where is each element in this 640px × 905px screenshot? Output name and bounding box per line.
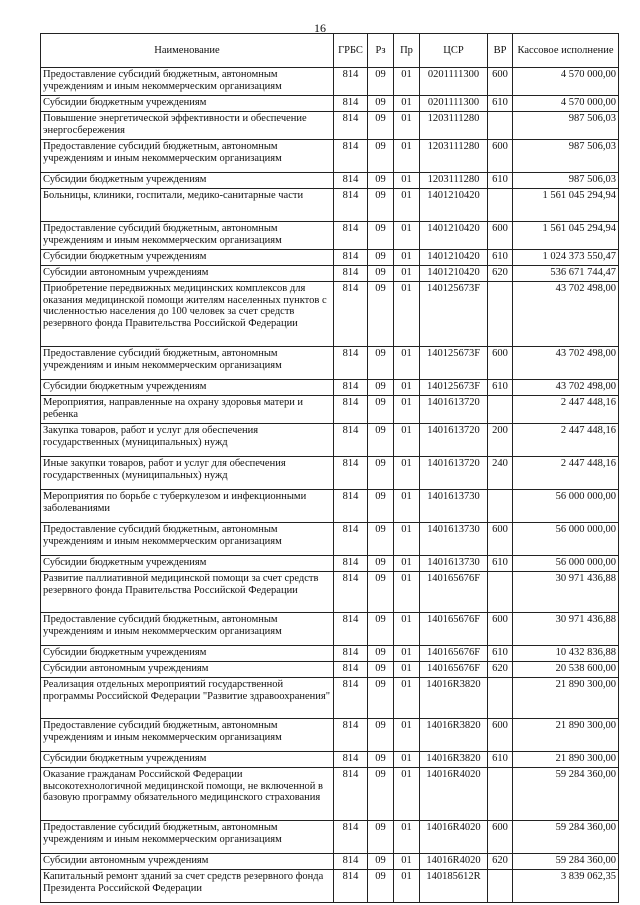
row-vr: 620 (488, 662, 513, 678)
row-csr: 14016R3820 (420, 678, 488, 719)
row-csr: 1401613730 (420, 523, 488, 556)
table-row (41, 523, 619, 556)
row-name: Субсидии бюджетным учреждениям (41, 752, 334, 768)
table-row (41, 396, 619, 424)
row-rz: 09 (368, 380, 394, 396)
row-amount: 1 024 373 550,47 (513, 250, 619, 266)
table-row (41, 646, 619, 662)
row-grbs: 814 (334, 282, 368, 347)
row-pr: 01 (394, 140, 420, 173)
table-row (41, 752, 619, 768)
row-grbs: 814 (334, 719, 368, 752)
row-grbs: 814 (334, 490, 368, 523)
row-csr: 1401613720 (420, 396, 488, 424)
table-row (41, 380, 619, 396)
row-grbs: 814 (334, 870, 368, 903)
row-vr (488, 189, 513, 222)
table-row (41, 854, 619, 870)
row-name: Предоставление субсидий бюджетным, автономным учреждениям и иным некоммерческим организациям (41, 821, 334, 854)
row-name: Закупка товаров, работ и услуг для обеспечения государственных (муниципальных) нужд (41, 424, 334, 457)
row-amount: 43 702 498,00 (513, 380, 619, 396)
row-amount: 21 890 300,00 (513, 719, 619, 752)
row-csr: 140165676F (420, 613, 488, 646)
row-pr: 01 (394, 613, 420, 646)
row-rz: 09 (368, 140, 394, 173)
row-name: Субсидии автономным учреждениям (41, 854, 334, 870)
row-vr (488, 572, 513, 613)
row-vr: 600 (488, 222, 513, 250)
row-amount: 2 447 448,16 (513, 396, 619, 424)
row-csr: 140125673F (420, 380, 488, 396)
row-grbs: 814 (334, 112, 368, 140)
row-name: Субсидии бюджетным учреждениям (41, 96, 334, 112)
table-row (41, 173, 619, 189)
row-amount: 987 506,03 (513, 112, 619, 140)
row-pr: 01 (394, 189, 420, 222)
row-rz: 09 (368, 250, 394, 266)
row-vr: 610 (488, 646, 513, 662)
row-name: Мероприятия по борьбе с туберкулезом и инфекционными заболеваниями (41, 490, 334, 523)
row-grbs: 814 (334, 572, 368, 613)
row-amount: 21 890 300,00 (513, 678, 619, 719)
row-rz: 09 (368, 678, 394, 719)
row-name: Приобретение передвижных медицинских комплексов для оказания медицинской помощи жителям населенных пунктов с численностью населения до 100 человек за счет средств резервного фонда Правительства Российской Федерации (41, 282, 334, 347)
row-vr (488, 396, 513, 424)
row-pr: 01 (394, 768, 420, 821)
row-amount: 2 447 448,16 (513, 424, 619, 457)
row-csr: 0201111300 (420, 68, 488, 96)
row-vr (488, 678, 513, 719)
header-csr: ЦСР (420, 34, 488, 68)
row-csr: 14016R3820 (420, 719, 488, 752)
row-amount: 1 561 045 294,94 (513, 222, 619, 250)
row-vr (488, 490, 513, 523)
row-rz: 09 (368, 112, 394, 140)
row-amount: 56 000 000,00 (513, 490, 619, 523)
row-vr (488, 112, 513, 140)
row-amount: 987 506,03 (513, 140, 619, 173)
row-vr: 620 (488, 854, 513, 870)
table-row (41, 189, 619, 222)
row-amount: 20 538 600,00 (513, 662, 619, 678)
row-pr: 01 (394, 347, 420, 380)
row-vr: 610 (488, 96, 513, 112)
table-row (41, 490, 619, 523)
row-name: Предоставление субсидий бюджетным, автономным учреждениям и иным некоммерческим организациям (41, 523, 334, 556)
row-amount: 1 561 045 294,94 (513, 189, 619, 222)
row-name: Субсидии бюджетным учреждениям (41, 173, 334, 189)
row-rz: 09 (368, 854, 394, 870)
row-vr (488, 870, 513, 903)
row-grbs: 814 (334, 173, 368, 189)
row-csr: 14016R4020 (420, 768, 488, 821)
row-csr: 140165676F (420, 646, 488, 662)
row-rz: 09 (368, 189, 394, 222)
row-pr: 01 (394, 870, 420, 903)
row-grbs: 814 (334, 396, 368, 424)
header-grbs: ГРБС (334, 34, 368, 68)
table-row (41, 68, 619, 96)
row-vr: 610 (488, 250, 513, 266)
row-grbs: 814 (334, 424, 368, 457)
row-grbs: 814 (334, 347, 368, 380)
row-amount: 21 890 300,00 (513, 752, 619, 768)
row-amount: 536 671 744,47 (513, 266, 619, 282)
table-row (41, 457, 619, 490)
row-name: Субсидии бюджетным учреждениям (41, 556, 334, 572)
row-rz: 09 (368, 613, 394, 646)
row-amount: 56 000 000,00 (513, 556, 619, 572)
row-rz: 09 (368, 752, 394, 768)
row-csr: 1401210420 (420, 250, 488, 266)
row-pr: 01 (394, 572, 420, 613)
row-csr: 14016R4020 (420, 854, 488, 870)
row-name: Субсидии бюджетным учреждениям (41, 646, 334, 662)
row-vr: 600 (488, 821, 513, 854)
row-name: Предоставление субсидий бюджетным, автономным учреждениям и иным некоммерческим организациям (41, 140, 334, 173)
row-grbs: 814 (334, 678, 368, 719)
table-row (41, 768, 619, 821)
table-row (41, 112, 619, 140)
row-rz: 09 (368, 523, 394, 556)
row-csr: 1401210420 (420, 189, 488, 222)
row-name: Предоставление субсидий бюджетным, автономным учреждениям и иным некоммерческим организациям (41, 719, 334, 752)
row-grbs: 814 (334, 266, 368, 282)
row-vr: 610 (488, 752, 513, 768)
row-rz: 09 (368, 173, 394, 189)
row-vr: 600 (488, 68, 513, 96)
table-row (41, 821, 619, 854)
row-grbs: 814 (334, 821, 368, 854)
row-pr: 01 (394, 646, 420, 662)
row-amount: 30 971 436,88 (513, 572, 619, 613)
row-csr: 140125673F (420, 282, 488, 347)
row-name: Мероприятия, направленные на охрану здоровья матери и ребенка (41, 396, 334, 424)
table-row (41, 870, 619, 903)
row-amount: 10 432 836,88 (513, 646, 619, 662)
row-csr: 140165676F (420, 572, 488, 613)
row-pr: 01 (394, 222, 420, 250)
row-name: Иные закупки товаров, работ и услуг для обеспечения государственных (муниципальных) нужд (41, 457, 334, 490)
row-name: Оказание гражданам Российской Федерации высокотехнологичной медицинской помощи, не включенной в базовую программу обязательного медицинского страхования (41, 768, 334, 821)
row-rz: 09 (368, 457, 394, 490)
row-grbs: 814 (334, 68, 368, 96)
row-csr: 14016R3820 (420, 752, 488, 768)
table-row (41, 556, 619, 572)
row-pr: 01 (394, 68, 420, 96)
row-grbs: 814 (334, 380, 368, 396)
row-grbs: 814 (334, 854, 368, 870)
row-pr: 01 (394, 854, 420, 870)
row-csr: 1401613730 (420, 490, 488, 523)
row-amount: 987 506,03 (513, 173, 619, 189)
row-name: Субсидии автономным учреждениям (41, 662, 334, 678)
table-row (41, 140, 619, 173)
row-name: Развитие паллиативной медицинской помощи за счет средств резервного фонда Правительства Российской Федерации (41, 572, 334, 613)
row-pr: 01 (394, 719, 420, 752)
row-csr: 1401613720 (420, 457, 488, 490)
row-csr: 140185612R (420, 870, 488, 903)
row-amount: 2 447 448,16 (513, 457, 619, 490)
row-rz: 09 (368, 646, 394, 662)
header-amount: Кассовое исполнение (513, 34, 619, 68)
row-rz: 09 (368, 96, 394, 112)
row-amount: 3 839 062,35 (513, 870, 619, 903)
row-amount: 56 000 000,00 (513, 523, 619, 556)
row-amount: 59 284 360,00 (513, 854, 619, 870)
row-grbs: 814 (334, 189, 368, 222)
row-grbs: 814 (334, 250, 368, 266)
row-vr: 600 (488, 719, 513, 752)
row-pr: 01 (394, 173, 420, 189)
table-row (41, 424, 619, 457)
row-grbs: 814 (334, 752, 368, 768)
row-rz: 09 (368, 424, 394, 457)
row-pr: 01 (394, 380, 420, 396)
table-row (41, 613, 619, 646)
row-vr: 610 (488, 173, 513, 189)
row-vr: 610 (488, 556, 513, 572)
row-name: Субсидии бюджетным учреждениям (41, 380, 334, 396)
row-name: Предоставление субсидий бюджетным, автономным учреждениям и иным некоммерческим организациям (41, 222, 334, 250)
row-rz: 09 (368, 572, 394, 613)
row-csr: 1401613730 (420, 556, 488, 572)
row-rz: 09 (368, 266, 394, 282)
row-vr: 600 (488, 613, 513, 646)
row-grbs: 814 (334, 523, 368, 556)
row-amount: 59 284 360,00 (513, 821, 619, 854)
row-pr: 01 (394, 96, 420, 112)
row-amount: 59 284 360,00 (513, 768, 619, 821)
row-csr: 1203111280 (420, 140, 488, 173)
row-csr: 1401613720 (420, 424, 488, 457)
row-grbs: 814 (334, 140, 368, 173)
row-pr: 01 (394, 523, 420, 556)
row-name: Субсидии автономным учреждениям (41, 266, 334, 282)
row-name: Реализация отдельных мероприятий государственной программы Российской Федерации "Развитие здравоохранения" (41, 678, 334, 719)
row-vr: 200 (488, 424, 513, 457)
row-rz: 09 (368, 347, 394, 380)
table-row (41, 662, 619, 678)
row-pr: 01 (394, 662, 420, 678)
row-vr (488, 282, 513, 347)
table-row (41, 572, 619, 613)
row-pr: 01 (394, 396, 420, 424)
row-pr: 01 (394, 112, 420, 140)
row-vr: 600 (488, 140, 513, 173)
row-rz: 09 (368, 68, 394, 96)
row-vr: 240 (488, 457, 513, 490)
row-pr: 01 (394, 678, 420, 719)
row-rz: 09 (368, 556, 394, 572)
table-row (41, 266, 619, 282)
row-grbs: 814 (334, 768, 368, 821)
row-rz: 09 (368, 282, 394, 347)
row-csr: 140165676F (420, 662, 488, 678)
row-rz: 09 (368, 870, 394, 903)
row-name: Субсидии бюджетным учреждениям (41, 250, 334, 266)
row-grbs: 814 (334, 457, 368, 490)
row-rz: 09 (368, 768, 394, 821)
table-row (41, 678, 619, 719)
row-pr: 01 (394, 424, 420, 457)
table-header-row (41, 34, 619, 68)
row-vr: 600 (488, 523, 513, 556)
row-csr: 1401210420 (420, 266, 488, 282)
row-pr: 01 (394, 556, 420, 572)
row-amount: 43 702 498,00 (513, 347, 619, 380)
row-pr: 01 (394, 250, 420, 266)
row-rz: 09 (368, 490, 394, 523)
row-vr: 610 (488, 380, 513, 396)
row-amount: 30 971 436,88 (513, 613, 619, 646)
row-grbs: 814 (334, 613, 368, 646)
table-row (41, 347, 619, 380)
row-name: Предоставление субсидий бюджетным, автономным учреждениям и иным некоммерческим организациям (41, 613, 334, 646)
row-amount: 43 702 498,00 (513, 282, 619, 347)
row-name: Больницы, клиники, госпитали, медико-санитарные части (41, 189, 334, 222)
row-grbs: 814 (334, 96, 368, 112)
table-row (41, 96, 619, 112)
row-rz: 09 (368, 821, 394, 854)
row-rz: 09 (368, 719, 394, 752)
header-pr: Пр (394, 34, 420, 68)
row-pr: 01 (394, 457, 420, 490)
row-csr: 1203111280 (420, 173, 488, 189)
header-name: Наименование (41, 34, 334, 68)
row-vr (488, 768, 513, 821)
row-csr: 1203111280 (420, 112, 488, 140)
row-csr: 14016R4020 (420, 821, 488, 854)
budget-table (40, 33, 619, 903)
table-row (41, 222, 619, 250)
row-rz: 09 (368, 222, 394, 250)
row-pr: 01 (394, 266, 420, 282)
table-row (41, 250, 619, 266)
row-csr: 1401210420 (420, 222, 488, 250)
page-number: 16 (314, 21, 326, 35)
row-vr: 620 (488, 266, 513, 282)
row-name: Повышение энергетической эффективности и обеспечение энергосбережения (41, 112, 334, 140)
table-row (41, 719, 619, 752)
row-rz: 09 (368, 396, 394, 424)
table-row (41, 282, 619, 347)
row-grbs: 814 (334, 556, 368, 572)
row-name: Предоставление субсидий бюджетным, автономным учреждениям и иным некоммерческим организациям (41, 68, 334, 96)
row-amount: 4 570 000,00 (513, 96, 619, 112)
row-vr: 600 (488, 347, 513, 380)
row-rz: 09 (368, 662, 394, 678)
row-csr: 140125673F (420, 347, 488, 380)
row-grbs: 814 (334, 662, 368, 678)
row-amount: 4 570 000,00 (513, 68, 619, 96)
row-name: Предоставление субсидий бюджетным, автономным учреждениям и иным некоммерческим организациям (41, 347, 334, 380)
row-pr: 01 (394, 821, 420, 854)
row-grbs: 814 (334, 222, 368, 250)
header-rz: Рз (368, 34, 394, 68)
row-pr: 01 (394, 752, 420, 768)
row-grbs: 814 (334, 646, 368, 662)
row-pr: 01 (394, 490, 420, 523)
row-pr: 01 (394, 282, 420, 347)
row-name: Капитальный ремонт зданий за счет средств резервного фонда Президента Российской Федерации (41, 870, 334, 903)
header-vr: ВР (488, 34, 513, 68)
row-csr: 0201111300 (420, 96, 488, 112)
